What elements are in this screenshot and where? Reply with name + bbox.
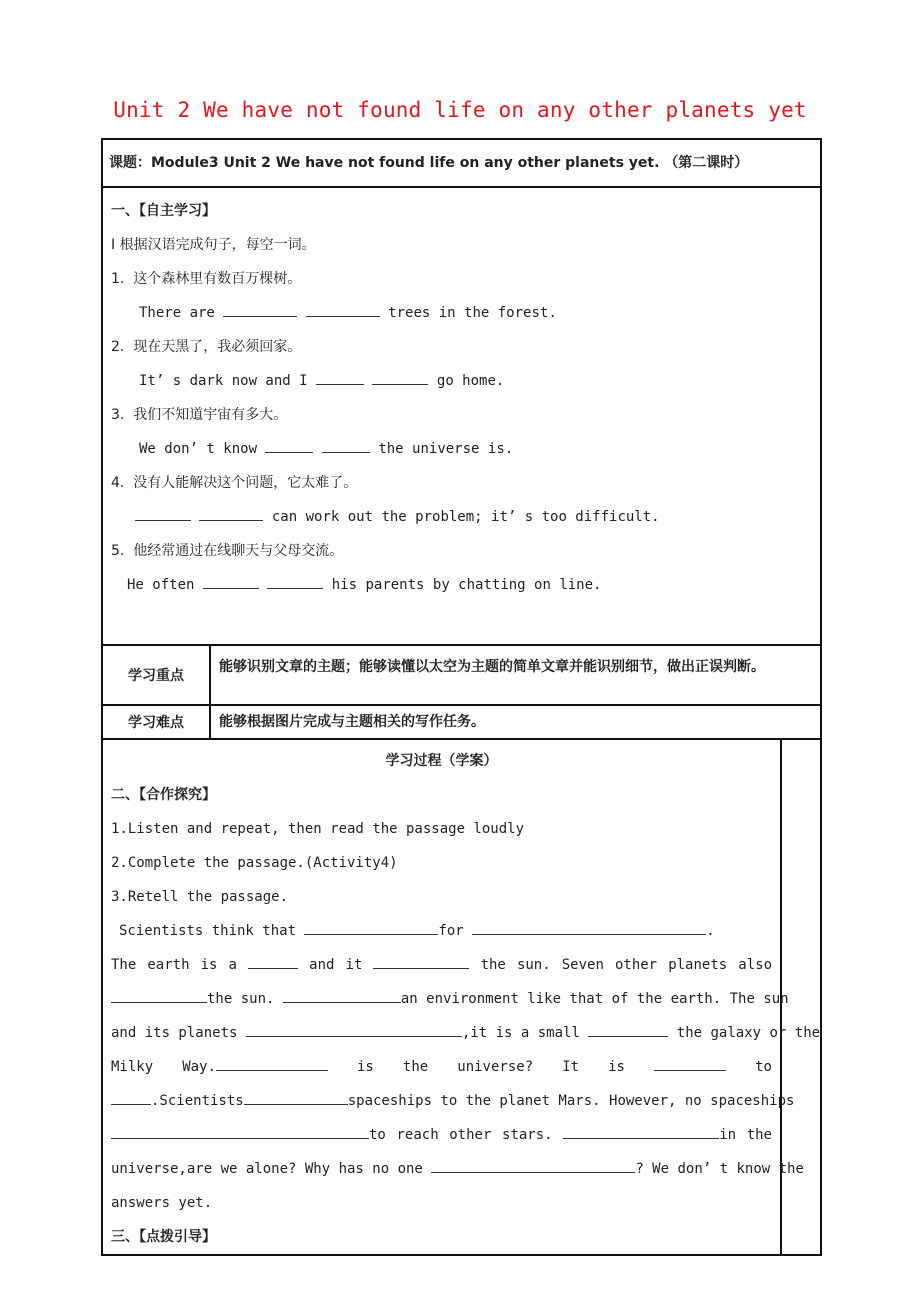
- subject-line: 课题：Module3 Unit 2 We have not found life on any other planets yet. （第二课时）: [109, 155, 749, 171]
- self-study-heading: 一、【自主学习】: [111, 203, 216, 219]
- passage-line-8: universe,are we alone? Why has no one ? We don’ t know the: [111, 1152, 772, 1186]
- passage-line-2: The earth is a and it the sun. Seven other planets also: [111, 948, 772, 982]
- passage-line-7: to reach other stars. in the: [111, 1118, 772, 1152]
- self-study-section: [102, 187, 821, 645]
- difficulties-text: 能够根据图片完成与主题相关的写作任务。: [210, 705, 821, 739]
- item-2-en: It’ s dark now and I go home.: [111, 364, 820, 398]
- step-2: 2.Complete the passage.(Activity4): [111, 855, 398, 871]
- item-3-cn: 3. 我们不知道宇宙有多大。: [111, 407, 288, 423]
- key-points-text: 能够识别文章的主题；能够读懂以太空为主题的简单文章并能识别细节，做出正误判断。: [210, 645, 821, 705]
- passage-line-4: and its planets ,it is a small the galaxy or the: [111, 1016, 772, 1050]
- step-1: 1.Listen and repeat, then read the passage loudly: [111, 821, 525, 837]
- self-study-instruction: I 根据汉语完成句子，每空一词。: [111, 237, 316, 253]
- guide-heading: 三、【点拨引导】: [111, 1229, 216, 1245]
- item-3-en: We don’ t know the universe is.: [111, 432, 820, 466]
- key-points-label: 学习重点: [102, 645, 210, 705]
- item-1-cn: 1. 这个森林里有数百万棵树。: [111, 271, 302, 287]
- passage-line-1: Scientists think that for .: [111, 914, 772, 948]
- item-4-cn: 4. 没有人能解决这个问题，它太难了。: [111, 475, 358, 491]
- difficulties-label: 学习难点: [102, 705, 210, 739]
- passage-line-5: Milky Way. is the universe? It is to: [111, 1050, 772, 1084]
- page-title: Unit 2 We have not found life on any other planets yet: [113, 98, 807, 122]
- process-heading: 学习过程（学案）: [385, 753, 498, 769]
- step-3: 3.Retell the passage.: [111, 889, 289, 905]
- item-5-en: He often his parents by chatting on line.: [111, 568, 820, 602]
- process-section: [102, 739, 821, 1255]
- passage-line-9: answers yet.: [111, 1195, 213, 1211]
- lesson-table: [101, 138, 822, 1256]
- passage-line-6: .Scientists spaceships to the planet Mars. However, no spaceships: [111, 1084, 772, 1118]
- item-5-cn: 5. 他经常通过在线聊天与父母交流。: [111, 543, 344, 559]
- passage-line-3: the sun. an environment like that of the earth. The sun: [111, 982, 772, 1016]
- item-4-en: can work out the problem; it’ s too difficult.: [111, 500, 820, 534]
- item-1-en: There are trees in the forest.: [111, 296, 820, 330]
- item-2-cn: 2. 现在天黑了，我必须回家。: [111, 339, 302, 355]
- coop-heading: 二、【合作探究】: [111, 787, 216, 803]
